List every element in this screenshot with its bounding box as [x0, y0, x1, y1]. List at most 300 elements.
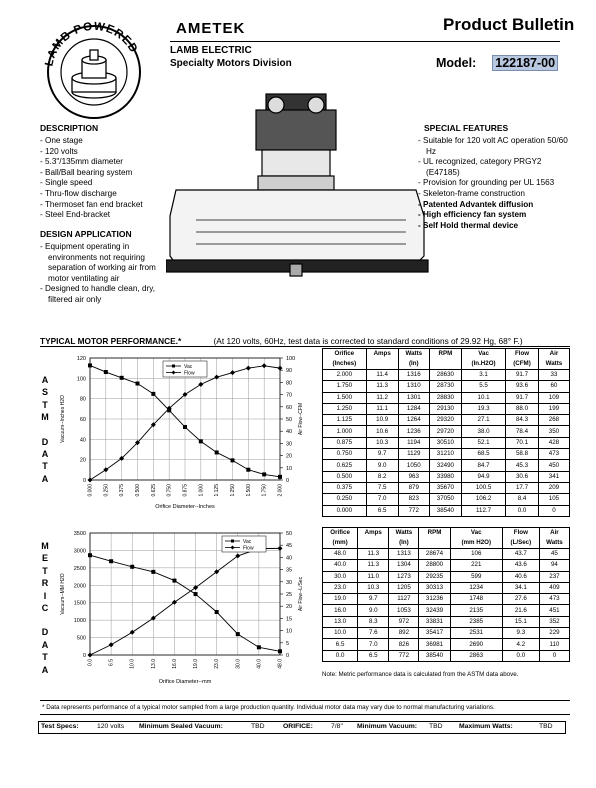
table-cell: 11.4 — [366, 370, 398, 381]
table-cell: 0.000 — [323, 505, 367, 516]
x-tick-label: 19.0 — [193, 659, 200, 669]
y-right-tick-label: 20 — [286, 453, 293, 460]
y-left-tick-label: 1500 — [73, 600, 86, 607]
table-cell: 10.3 — [358, 582, 389, 593]
y-left-tick-label: 500 — [76, 635, 86, 642]
y-right-tick-label: 40 — [286, 429, 293, 436]
table-cell: 1301 — [398, 392, 429, 403]
legend-marker-vac — [231, 540, 234, 543]
table-cell: 28800 — [419, 560, 450, 571]
special-features-title: SPECIAL FEATURES — [424, 123, 509, 133]
table-cell: 11.2 — [366, 392, 398, 403]
table-header-cell: Watts — [389, 528, 419, 539]
table-cell: 78.4 — [506, 426, 539, 437]
legend-label-flow: Flow — [184, 370, 195, 377]
table-cell: 0.375 — [323, 482, 367, 493]
legend-marker-vac — [172, 365, 175, 368]
table-cell: 37050 — [429, 494, 461, 505]
table-cell: 28674 — [419, 549, 450, 560]
y-right-tick-label: 40 — [286, 555, 293, 562]
table-cell: 0 — [539, 650, 569, 661]
y-left-tick-label: 2500 — [73, 565, 86, 572]
table-cell: 352 — [539, 616, 569, 627]
vac-point — [88, 553, 92, 557]
x-tick-label: 0.625 — [150, 484, 157, 497]
table-row — [323, 650, 570, 661]
table-header-cell: Air — [538, 349, 569, 360]
table-cell: 29235 — [419, 571, 450, 582]
design-application-list — [40, 242, 168, 306]
list-item: - Self Hold thermal device — [418, 220, 519, 230]
x-tick-label: 0.250 — [103, 484, 110, 497]
table-cell: 963 — [398, 471, 429, 482]
flow-point — [278, 546, 283, 551]
table-cell: 1.750 — [323, 381, 367, 392]
flow-point — [198, 382, 203, 387]
table-header-cell: RPM — [429, 349, 461, 360]
table-cell: 4.2 — [502, 639, 539, 650]
table-cell: 36981 — [419, 639, 450, 650]
table-header-cell — [419, 538, 450, 549]
vertical-letter: A — [41, 473, 49, 484]
list-item: - Suitable for 120 volt AC operation 50/60 Hz — [418, 136, 568, 156]
performance-header — [40, 336, 523, 346]
table-row — [323, 437, 570, 448]
performance-rule — [40, 346, 570, 347]
table-header-cell: Watts — [539, 538, 569, 549]
table-cell: 0.750 — [323, 449, 367, 460]
table-cell: 27.1 — [461, 415, 505, 426]
list-item: - UL recognized, category PRGY2 (E47185) — [418, 157, 542, 177]
model-block — [436, 56, 558, 70]
vac-point — [278, 649, 282, 653]
legend-label-vac: Vac — [184, 364, 193, 370]
vac-point — [183, 425, 187, 429]
table-cell: 94 — [539, 560, 569, 571]
y-left-tick-label: 40 — [79, 437, 86, 444]
table-cell: 2135 — [450, 605, 502, 616]
table-cell: 450 — [538, 460, 569, 471]
table-row — [323, 471, 570, 482]
table-cell: 30313 — [419, 582, 450, 593]
table-cell: 84.3 — [506, 415, 539, 426]
table-cell: 0 — [538, 505, 569, 516]
table-cell: 10.0 — [323, 628, 358, 639]
list-item: - Equipment operating in environments not requiring separation of working air from motor ventilating air — [40, 242, 156, 283]
table-header-cell: (mm H2O) — [450, 538, 502, 549]
table-row — [323, 482, 570, 493]
table-cell: 1194 — [398, 437, 429, 448]
x-tick-label: 0.875 — [182, 484, 189, 497]
table-cell: 70.1 — [506, 437, 539, 448]
table-row — [323, 582, 570, 593]
table-header-cell: (In) — [389, 538, 419, 549]
y-right-tick-label: 45 — [286, 543, 293, 550]
astm-performance-chart — [54, 350, 316, 510]
y-left-tick-label: 1000 — [73, 618, 86, 625]
design-application-title: DESIGN APPLICATION — [40, 229, 132, 239]
table-cell: 11.3 — [358, 549, 389, 560]
table-cell: 2863 — [450, 650, 502, 661]
table-cell: 9.7 — [358, 594, 389, 605]
y-right-tick-label: 10 — [286, 465, 293, 472]
list-item: - Designed to handle clean, dry, filtered air only — [40, 284, 155, 304]
table-row — [323, 415, 570, 426]
vertical-letter: E — [41, 553, 48, 564]
table-cell: 29320 — [429, 415, 461, 426]
table-cell: 106 — [450, 549, 502, 560]
table-header-row — [323, 538, 570, 549]
table-cell: 1304 — [389, 560, 419, 571]
footnote: * Data represents performance of a typical motor sampled from a large production quantity. Individual motor data may vary due to normal manufacturing variations. — [40, 700, 570, 715]
vac-point — [262, 472, 266, 476]
vertical-letter: A — [41, 639, 49, 650]
vac-point — [215, 610, 219, 614]
flow-point — [246, 366, 251, 371]
table-cell: 1.125 — [323, 415, 367, 426]
y-left-axis-label: Vacuum--MM H2O — [60, 573, 66, 615]
table-row — [323, 403, 570, 414]
table-cell: 91.7 — [506, 392, 539, 403]
table-cell: 10.3 — [366, 437, 398, 448]
table-cell: 268 — [538, 415, 569, 426]
y-right-tick-label: 15 — [286, 616, 293, 623]
table-cell: 9.3 — [502, 628, 539, 639]
table-cell: 48.0 — [323, 549, 358, 560]
table-cell: 1129 — [398, 449, 429, 460]
min-sealed-vacuum-value: TBD — [251, 723, 265, 730]
min-vacuum-value: TBD — [429, 723, 443, 730]
vac-point — [278, 475, 282, 479]
table-cell: 473 — [539, 594, 569, 605]
table-cell: 0.250 — [323, 494, 367, 505]
x-tick-label: 2.000 — [277, 484, 284, 497]
table-cell: 30.0 — [323, 571, 358, 582]
table-cell: 38540 — [429, 505, 461, 516]
table-cell: 892 — [389, 628, 419, 639]
table-cell: 1.250 — [323, 403, 367, 414]
table-cell: 350 — [538, 426, 569, 437]
table-cell: 6.5 — [358, 650, 389, 661]
table-cell: 409 — [539, 582, 569, 593]
table-header-cell: (L/Sec) — [502, 538, 539, 549]
division-line-1: LAMB ELECTRIC — [170, 45, 252, 56]
x-tick-label: 0.375 — [119, 484, 126, 497]
y-left-tick-label: 60 — [79, 417, 86, 423]
table-cell: 30.6 — [506, 471, 539, 482]
vertical-letter: M — [41, 541, 49, 551]
y-right-tick-label: 60 — [286, 404, 293, 411]
table-cell: 1.500 — [323, 392, 367, 403]
vertical-letter: A — [41, 664, 49, 675]
table-row — [323, 392, 570, 403]
vac-point — [109, 559, 113, 563]
table-cell: 29130 — [429, 403, 461, 414]
table-cell: 6.5 — [323, 639, 358, 650]
table-row — [323, 616, 570, 627]
y-right-tick-label: 100 — [286, 356, 296, 362]
orifice-value: 7/8" — [331, 723, 343, 730]
astm-data-table — [322, 348, 570, 517]
list-item: - Patented Advantek diffusion — [418, 199, 534, 209]
table-cell: 43.6 — [502, 560, 539, 571]
table-cell: 94.9 — [461, 471, 505, 482]
model-number: 122187-00 — [492, 55, 558, 71]
list-item: - Skeleton-frame construction — [418, 188, 525, 198]
table-cell: 100.5 — [461, 482, 505, 493]
metric-vertical-label — [40, 540, 50, 676]
table-cell: 28730 — [429, 381, 461, 392]
table-cell: 1053 — [389, 605, 419, 616]
vac-point — [199, 439, 203, 443]
table-row — [323, 460, 570, 471]
model-label: Model: — [436, 56, 477, 70]
flow-point — [230, 370, 235, 375]
x-tick-label: 1.000 — [198, 484, 205, 497]
y-right-tick-label: 80 — [286, 380, 293, 387]
list-item: - Thermoset fan end bracket — [40, 199, 143, 209]
table-cell: 8.2 — [366, 471, 398, 482]
y-left-tick-label: 80 — [79, 396, 86, 403]
y-left-tick-label: 0 — [82, 653, 86, 659]
table-header-cell: Flow — [506, 349, 539, 360]
series-line-flow — [90, 545, 280, 655]
test-specs-label: Test Specs: — [41, 723, 79, 730]
y-left-tick-label: 3500 — [73, 531, 86, 537]
division-line-2: Specialty Motors Division — [170, 58, 292, 69]
test-specs-bar — [38, 721, 566, 734]
vertical-letter — [40, 424, 50, 436]
table-header-cell: Vac — [461, 349, 505, 360]
series-line-vac — [90, 555, 280, 651]
table-row — [323, 560, 570, 571]
table-header-row — [323, 359, 570, 370]
y-left-tick-label: 2000 — [73, 583, 86, 590]
y-left-tick-label: 0 — [82, 478, 86, 484]
table-cell: 1127 — [389, 594, 419, 605]
motor-photo — [166, 80, 436, 290]
table-header-cell: Air — [539, 528, 569, 539]
table-header-cell: RPM — [419, 528, 450, 539]
vac-point — [172, 579, 176, 583]
flow-point — [278, 366, 283, 371]
table-cell: 0.0 — [323, 650, 358, 661]
division-block — [170, 44, 292, 70]
y-left-tick-label: 20 — [79, 457, 86, 464]
x-axis-label: Orifice Diameter--Inches — [155, 504, 215, 510]
table-row — [323, 628, 570, 639]
table-cell: 428 — [538, 437, 569, 448]
table-cell: 9.0 — [366, 460, 398, 471]
table-cell: 11.3 — [366, 381, 398, 392]
table-cell: 15.1 — [502, 616, 539, 627]
flow-point — [88, 478, 93, 483]
table-cell: 1236 — [398, 426, 429, 437]
table-cell: 60 — [538, 381, 569, 392]
table-cell: 2.000 — [323, 370, 367, 381]
table-row — [323, 494, 570, 505]
x-tick-label: 10.0 — [129, 659, 136, 669]
table-row — [323, 449, 570, 460]
list-item: - Single speed — [40, 178, 93, 188]
flow-point — [214, 375, 219, 380]
table-header-cell: Orifice — [323, 349, 367, 360]
vertical-letter: T — [42, 461, 48, 472]
list-item: - Thru-flow discharge — [40, 188, 117, 198]
vac-point — [257, 645, 261, 649]
table-cell: 32439 — [419, 605, 450, 616]
table-cell: 16.0 — [323, 605, 358, 616]
table-cell: 84.7 — [461, 460, 505, 471]
table-cell: 451 — [539, 605, 569, 616]
y-right-tick-label: 30 — [286, 579, 293, 586]
table-cell: 21.6 — [502, 605, 539, 616]
table-row — [323, 605, 570, 616]
table-row — [323, 571, 570, 582]
metric-performance-chart — [54, 525, 316, 685]
table-cell: 209 — [538, 482, 569, 493]
vac-point — [136, 382, 140, 386]
max-watts-value: TBD — [539, 723, 553, 730]
table-cell: 772 — [398, 505, 429, 516]
y-right-tick-label: 10 — [286, 628, 293, 635]
table-cell: 1748 — [450, 594, 502, 605]
table-cell: 43.7 — [502, 549, 539, 560]
min-sealed-vacuum-label: Minimum Sealed Vacuum: — [139, 723, 223, 730]
y-left-tick-label: 100 — [76, 376, 86, 383]
vertical-letter: S — [41, 387, 48, 398]
vac-point — [236, 632, 240, 636]
table-cell: 879 — [398, 482, 429, 493]
y-right-tick-label: 50 — [286, 531, 293, 537]
table-row — [323, 505, 570, 516]
table-header-cell: (In.H2O) — [461, 359, 505, 370]
table-cell: 1284 — [398, 403, 429, 414]
table-cell: 10.6 — [366, 426, 398, 437]
table-header-cell: Amps — [358, 528, 389, 539]
y-right-axis-label: Air Flow--CFM — [298, 402, 304, 436]
header-rule — [170, 41, 560, 42]
flow-point — [109, 642, 114, 647]
table-cell: 1273 — [389, 571, 419, 582]
vac-point — [215, 450, 219, 454]
table-cell: 91.7 — [506, 370, 539, 381]
table-row — [323, 381, 570, 392]
table-cell: 7.5 — [366, 482, 398, 493]
table-cell: 0.0 — [506, 505, 539, 516]
y-right-tick-label: 70 — [286, 392, 293, 399]
table-cell: 10.9 — [366, 415, 398, 426]
table-cell: 826 — [389, 639, 419, 650]
table-cell: 221 — [450, 560, 502, 571]
performance-title: TYPICAL MOTOR PERFORMANCE.* — [40, 336, 182, 346]
table-cell: 473 — [538, 449, 569, 460]
x-axis-label: Orifice Diameter--mm — [158, 679, 212, 685]
table-cell: 35670 — [429, 482, 461, 493]
list-item: - 120 volts — [40, 146, 78, 156]
table-cell: 35417 — [419, 628, 450, 639]
table-row — [323, 639, 570, 650]
table-header-cell: (Inches) — [323, 359, 367, 370]
list-item: - Provision for grounding per UL 1563 — [418, 178, 555, 188]
table-cell: 33831 — [419, 616, 450, 627]
x-tick-label: 40.0 — [256, 659, 263, 669]
metric-data-table — [322, 527, 570, 662]
table-cell: 9.0 — [358, 605, 389, 616]
y-right-axis-label: Air Flow--L/Sec — [298, 576, 304, 612]
table-cell: 7.0 — [366, 494, 398, 505]
table-cell: 38540 — [419, 650, 450, 661]
table-cell: 199 — [538, 403, 569, 414]
vertical-letter: A — [41, 375, 49, 385]
table-header-cell: Watts — [398, 349, 429, 360]
table-cell: 0.0 — [502, 650, 539, 661]
description-title: DESCRIPTION — [40, 123, 99, 133]
table-cell: 45.3 — [506, 460, 539, 471]
x-tick-label: 1.250 — [230, 484, 236, 497]
y-right-tick-label: 35 — [286, 567, 293, 574]
list-item: - One stage — [40, 136, 83, 145]
table-row — [323, 426, 570, 437]
table-cell: 0.500 — [323, 471, 367, 482]
vac-point — [104, 370, 108, 374]
table-cell: 106.2 — [461, 494, 505, 505]
vertical-letter: T — [42, 399, 48, 410]
x-tick-label: 6.5 — [108, 659, 115, 666]
y-left-tick-label: 120 — [76, 356, 86, 362]
motor-icon — [72, 50, 116, 98]
table-cell: 6.5 — [366, 505, 398, 516]
list-item: - High efficiency fan system — [418, 210, 527, 220]
table-header-cell: Vac — [450, 528, 502, 539]
table-cell: 23.0 — [323, 582, 358, 593]
table-cell: 88.0 — [506, 403, 539, 414]
table-cell: 30510 — [429, 437, 461, 448]
table-cell: 109 — [538, 392, 569, 403]
y-right-tick-label: 30 — [286, 441, 293, 448]
special-features-list — [418, 136, 568, 231]
table-header-cell: Flow — [502, 528, 539, 539]
y-right-tick-label: 50 — [286, 417, 293, 423]
table-cell: 2531 — [450, 628, 502, 639]
table-cell: 8.4 — [506, 494, 539, 505]
y-right-tick-label: 20 — [286, 604, 293, 611]
table-row — [323, 549, 570, 560]
table-header-cell: (mm) — [323, 538, 358, 549]
table-cell: 1310 — [398, 381, 429, 392]
table-cell: 772 — [389, 650, 419, 661]
x-tick-label: 13.0 — [150, 659, 157, 669]
table-cell: 10.1 — [461, 392, 505, 403]
table-cell: 1234 — [450, 582, 502, 593]
table-cell: 0.625 — [323, 460, 367, 471]
table-cell: 1316 — [398, 370, 429, 381]
x-tick-label: 48.0 — [277, 659, 284, 669]
table-header-cell: Amps — [366, 349, 398, 360]
table-cell: 5.5 — [461, 381, 505, 392]
x-tick-label: 1.125 — [214, 484, 221, 497]
list-item: - Steel End-bracket — [40, 210, 111, 220]
flow-point — [262, 363, 267, 368]
table-header-cell: Orifice — [323, 528, 358, 539]
legend-label-vac: Vac — [243, 539, 252, 545]
vac-point — [130, 565, 134, 569]
vac-point — [88, 363, 92, 367]
table-cell: 31210 — [429, 449, 461, 460]
table-cell: 3.1 — [461, 370, 505, 381]
vertical-letter: M — [41, 412, 49, 423]
table-cell: 7.6 — [358, 628, 389, 639]
